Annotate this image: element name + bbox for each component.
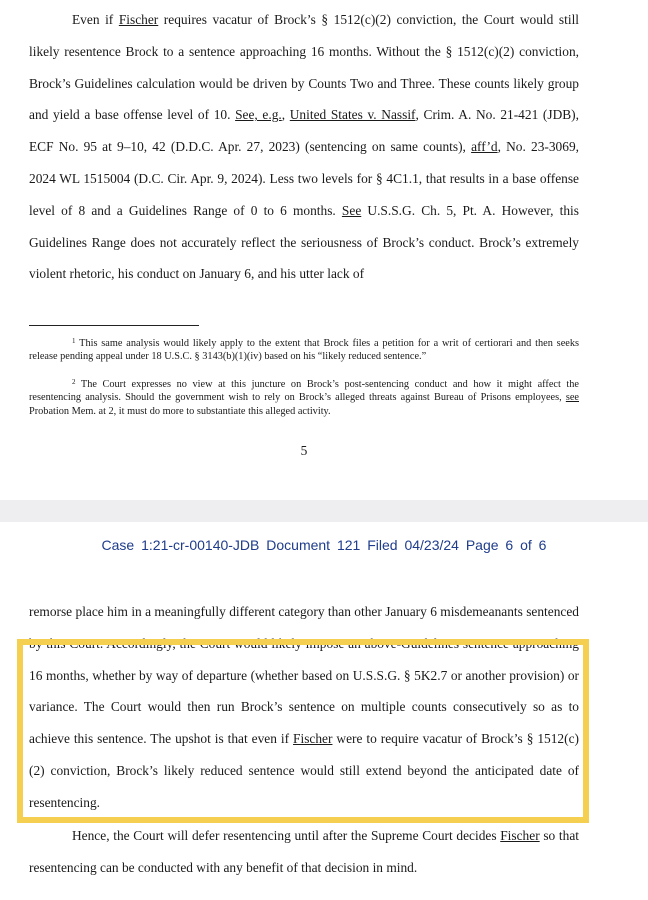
case-header: Case 1:21-cr-00140-JDB Document 121 Filed 04/23/24 Page 6 of 6 (101, 537, 547, 553)
text-run: , Crim. A. No. 21-421 (JDB), ECF No. 95 at 9–10, 42 (D.D.C. Apr. 27, 2023) (sentencing on same counts), (29, 107, 579, 155)
page-number: 5 (300, 443, 308, 458)
case-citation: See, e.g. (235, 107, 282, 123)
text-run: so that resentencing can be conducted with any benefit of that decision in mind. (29, 828, 579, 875)
footnote-2 (29, 376, 579, 418)
case-citation: See (341, 202, 362, 218)
case-citation: aff’d (471, 139, 498, 155)
text-run: Hence, the Court will defer resentencing until after the Supreme Court decides (72, 828, 501, 843)
body-paragraph-continued (29, 4, 579, 290)
page-separator (0, 500, 648, 522)
closing-paragraph (29, 820, 579, 884)
paragraph-text (29, 820, 579, 884)
footnote-text: This same analysis would likely apply to the extent that Brock files a petition for a writ of certiorari and then seeks release pending appeal under 18 U.S.C. § 3143(b)(1)(iv) based on his “likely reduced sentence.” (29, 338, 579, 363)
footnote-marker: 2 (72, 378, 76, 386)
case-citation: United States v. Nassif (289, 107, 416, 123)
page-6 (0, 522, 648, 900)
text-run: Probation Mem. at 2, it must do more to substantiate this alleged activity. (29, 405, 331, 417)
footnote-divider (29, 325, 199, 326)
text-run: , (281, 107, 290, 123)
case-citation: see (565, 392, 579, 404)
case-citation: Fischer (500, 828, 540, 843)
text-run: U.S.S.G. Ch. 5, Pt. A. However, this Guidelines Range does not accurately reflect the seriousness of Brock’s conduct. Brock’s extremely violent rhetoric, his conduct on January 6, and his utter lack of (29, 202, 579, 282)
case-citation: Fischer (293, 731, 333, 747)
footnote-marker: 1 (72, 337, 76, 345)
highlight-annotation (17, 639, 589, 823)
text-run: requires vacatur of Brock’s § 1512(c)(2) conviction, the Court would still likely resentence Brock to a sentence approaching 16 months. Without the § 1512(c)(2) conviction, Brock’s Guidelines calculation would be driven by Counts Two and Three. These counts likely group and yield a base offense level of 10. (29, 12, 580, 123)
footnote-text (29, 379, 579, 417)
text-run: , No. 23-3069, 2024 WL 1515004 (D.C. Cir. Apr. 9, 2024). Less two levels for § 4C1.1, that results in a base offense level of 8 and a Guidelines Range of 0 to 6 months. (29, 139, 579, 218)
text-run: remorse place him in a meaningfully different category than other January 6 misdemeanants sentenced by this Court. Accordingly, the Court would likely impose an above-Guidelines sentence approaching 16 months, whether by way of departure (whether based on U.S.S.G. § 5K2.7 or another provision) or variance. The Court would then run Brock’s sentence on multiple counts consecutively so as to achieve this sentence. The upshot is that even if (29, 604, 579, 747)
case-citation: Fischer (118, 12, 159, 27)
text-run: The Court expresses no view at this juncture on Brock’s post-sentencing conduct and how it might affect the resentencing analysis. Should the government wish to rely on Brock’s alleged threats against Bureau of Prisons employees, (29, 379, 579, 404)
text-run: Even if (72, 12, 119, 27)
paragraph-text (29, 4, 579, 290)
footnote-1 (29, 335, 579, 364)
text-run: were to require vacatur of Brock’s § 1512(c)(2) conviction, Brock’s likely reduced sentence would still extend beyond the anticipated date of resentencing. (29, 731, 579, 810)
